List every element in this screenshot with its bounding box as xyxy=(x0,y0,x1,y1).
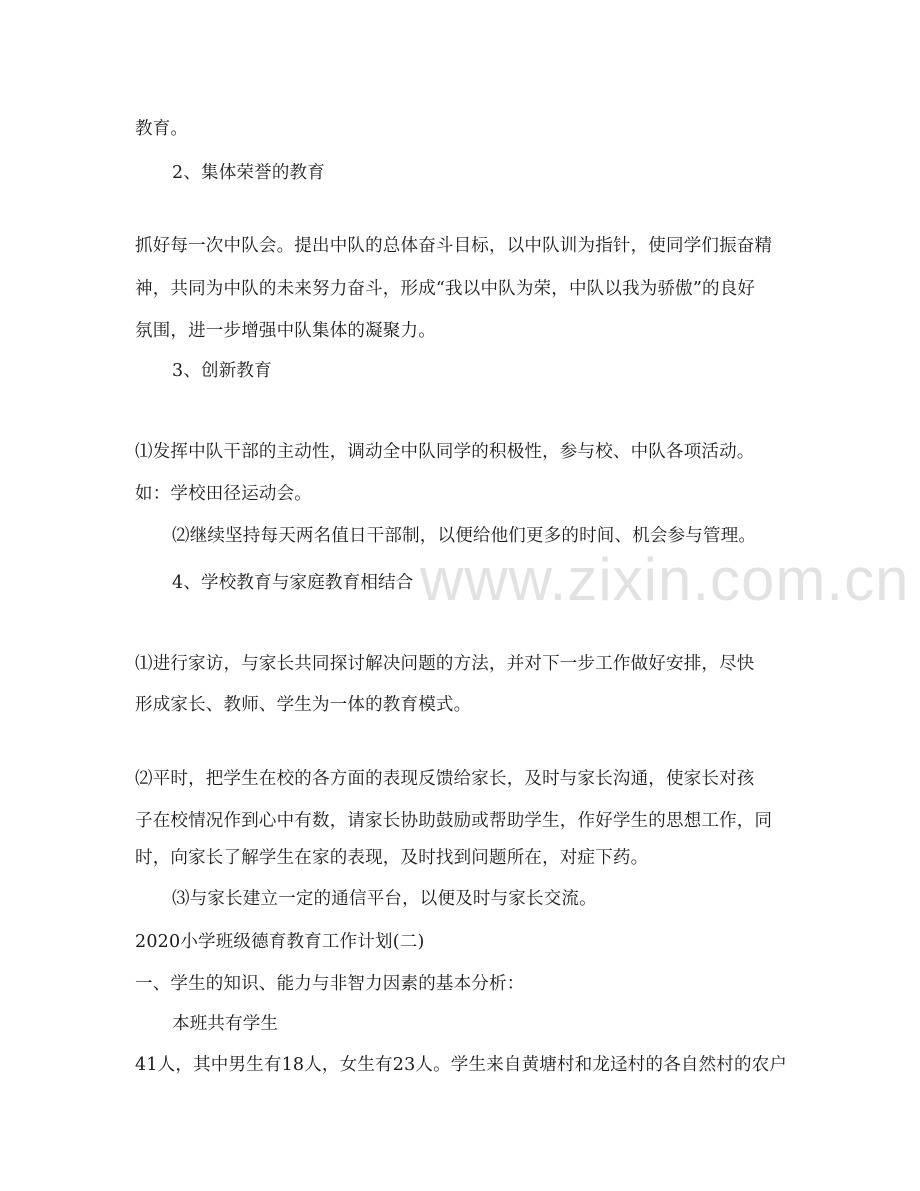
text-line: ⑵平时，把学生在校的各方面的表现反馈给家长，及时与家长沟通，使家长对孩 xyxy=(135,769,755,789)
text-line: ⑴进行家访，与家长共同探讨解决问题的方法，并对下一步工作做好安排，尽快 xyxy=(135,654,755,674)
text-line: 本班共有学生 xyxy=(172,1014,279,1034)
section-heading: 2、集体荣誉的教育 xyxy=(172,163,325,183)
text-line: ⑶与家长建立一定的通信平台，以便及时与家长交流。 xyxy=(172,889,597,909)
text-line: 如：学校田径运动会。 xyxy=(135,484,312,504)
text-line: 子在校情况作到心中有数，请家长协助鼓励或帮助学生，作好学生的思想工作，同 xyxy=(135,811,773,831)
text-line: ⑴发挥中队干部的主动性，调动全中队同学的积极性，参与校、中队各项活动。 xyxy=(135,442,755,462)
watermark: www.zixin.com.cn xyxy=(420,546,910,613)
text-line: 时，向家长了解学生在家的表现，及时找到问题所在，对症下药。 xyxy=(135,848,649,868)
text-line: 神，共同为中队的未来努力奋斗，形成“我以中队为荣，中队以我为骄傲”的良好 xyxy=(135,279,756,299)
document-subtitle: 2020小学班级德育教育工作计划(二) xyxy=(135,932,425,952)
text-line: 41人，其中男生有18人，女生有23人。学生来自黄塘村和龙迳村的各自然村的农户 xyxy=(135,1055,788,1075)
section-heading: 3、创新教育 xyxy=(172,361,272,381)
text-line: 形成家长、教师、学生为一体的教育模式。 xyxy=(135,695,472,715)
text-line: ⑵继续坚持每天两名值日干部制，以便给他们更多的时间、机会参与管理。 xyxy=(172,526,757,546)
text-line: 抓好每一次中队会。提出中队的总体奋斗目标，以中队训为指针，使同学们振奋精 xyxy=(135,236,773,256)
section-heading: 4、学校教育与家庭教育相结合 xyxy=(172,573,414,593)
text-line: 教育。 xyxy=(135,119,189,139)
text-line: 氛围，进一步增强中队集体的凝聚力。 xyxy=(135,321,436,341)
section-heading: 一、学生的知识、能力与非智力因素的基本分析： xyxy=(135,974,525,994)
